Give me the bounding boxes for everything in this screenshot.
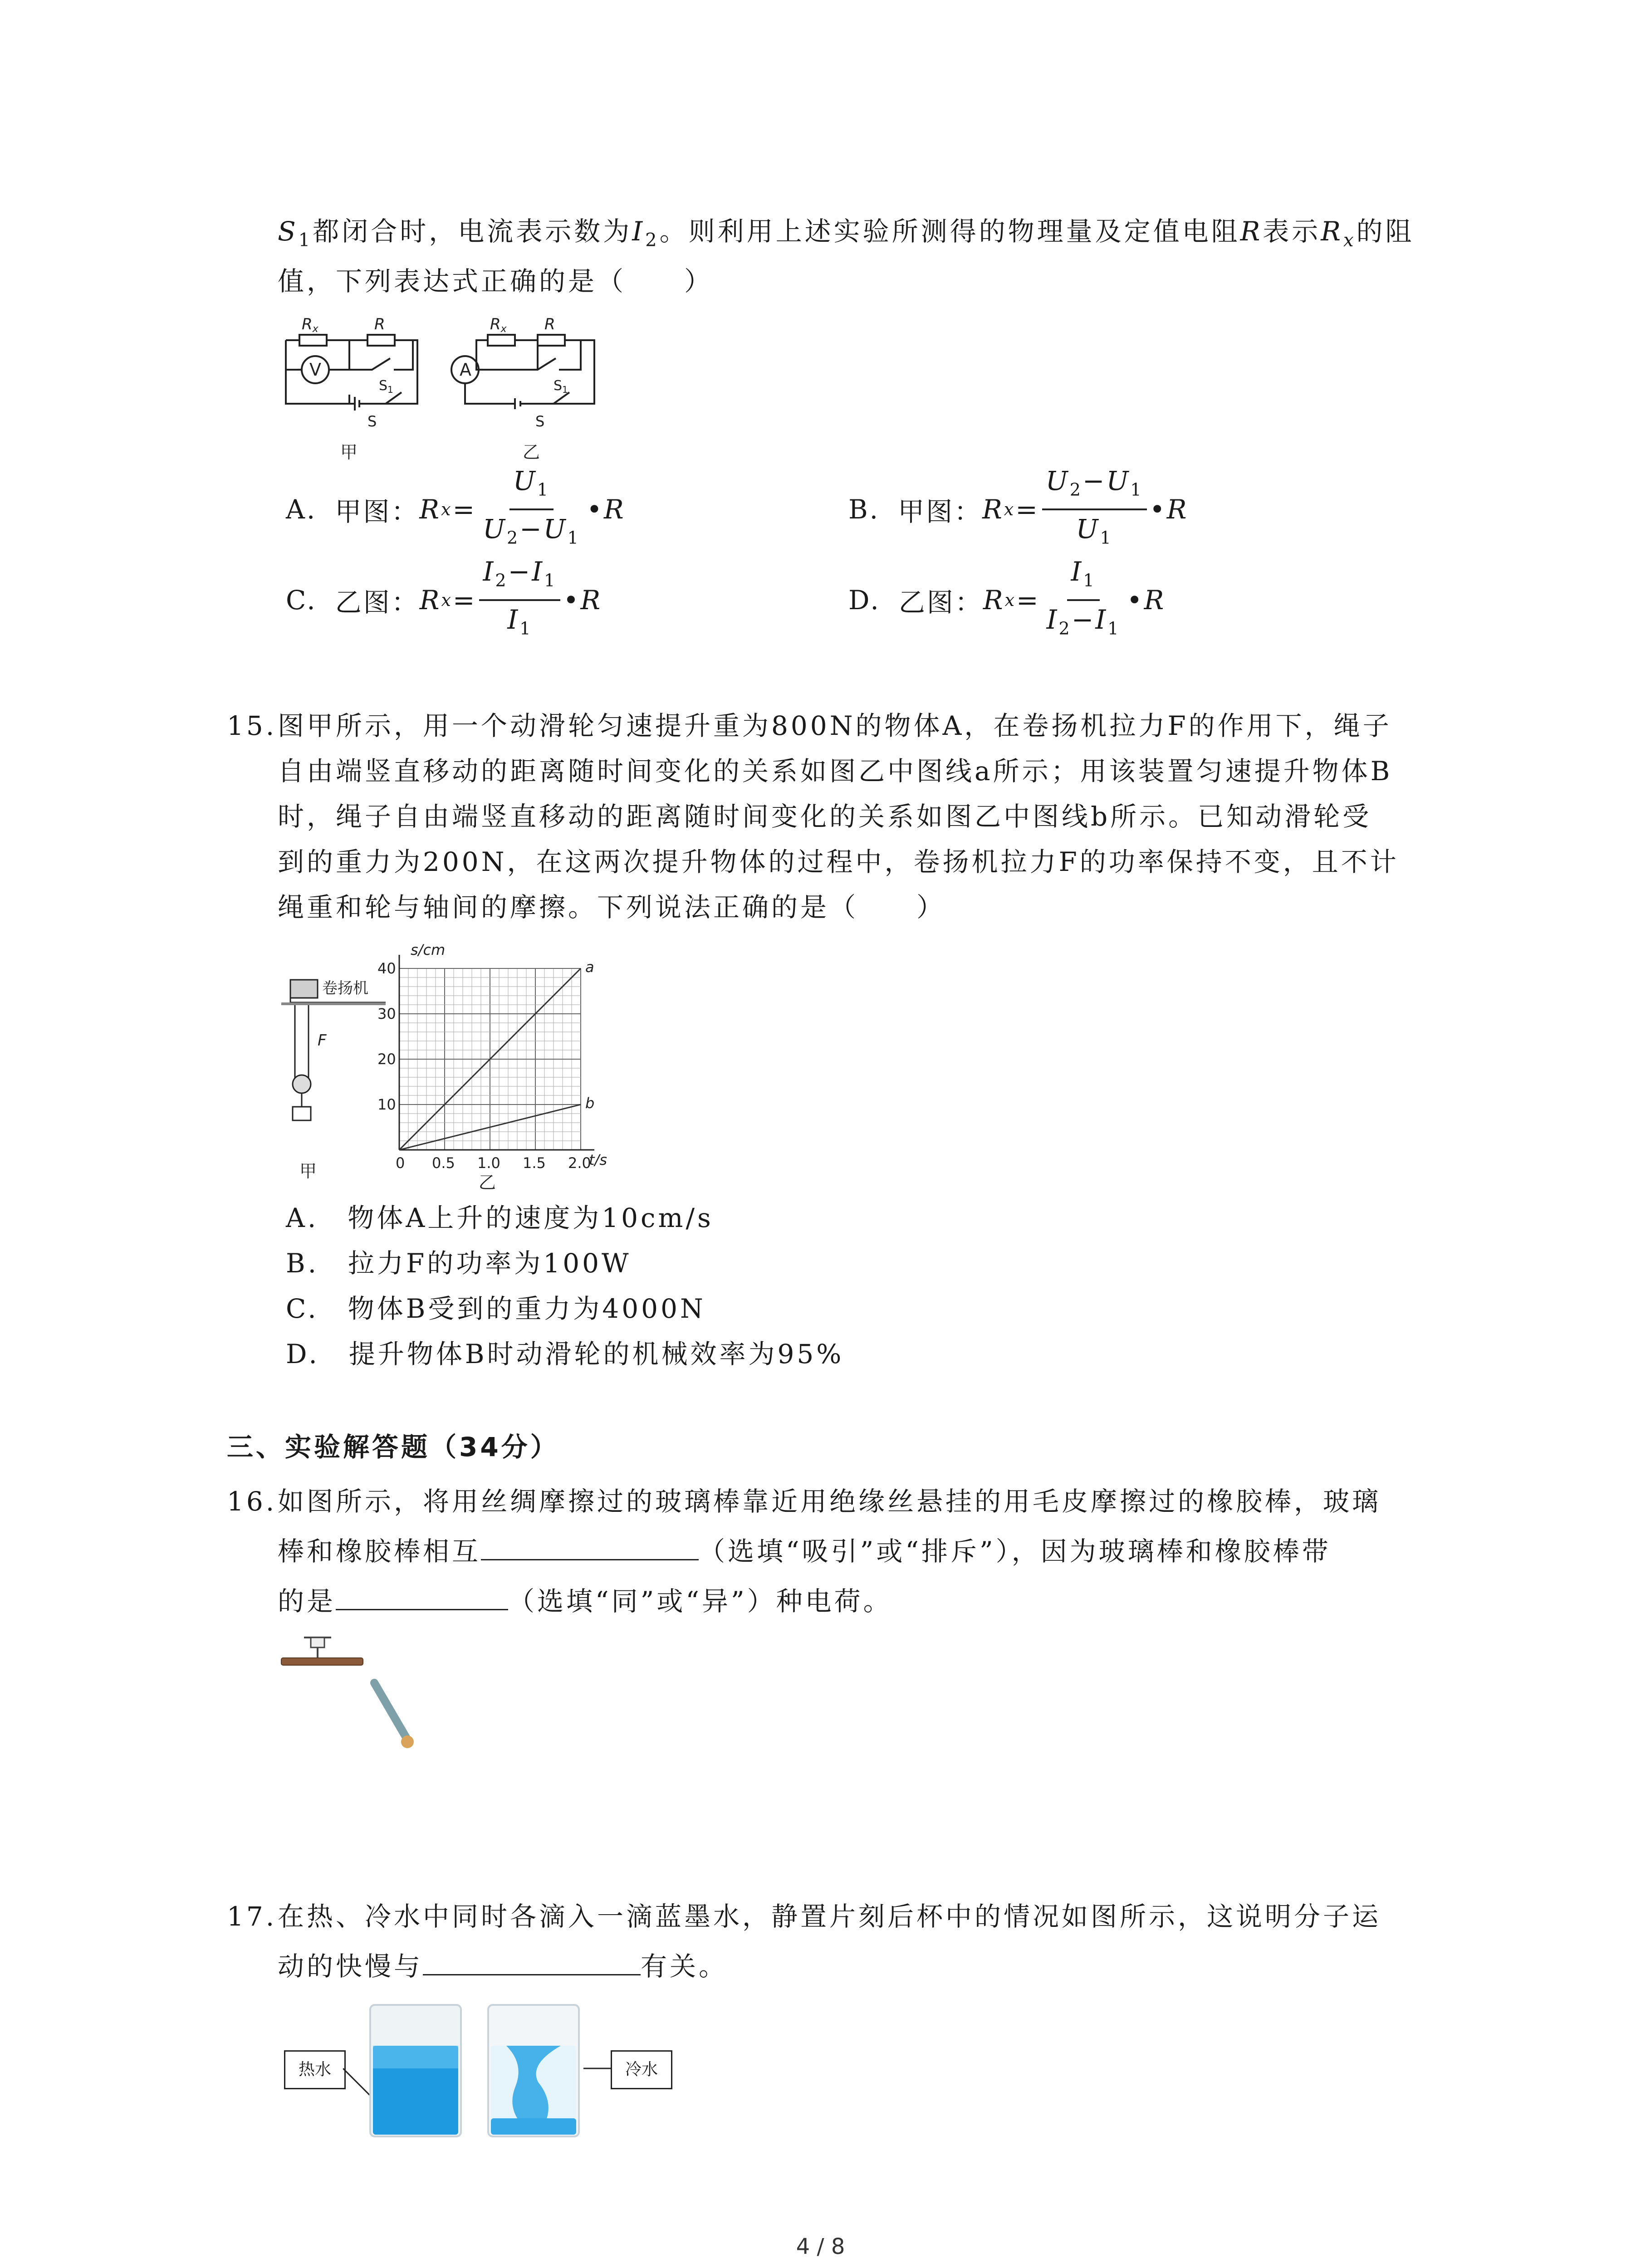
q15-stem-line5: 绳重和轮与轴间的摩擦。下列说法正确的是（ ） bbox=[278, 892, 946, 923]
q15-stem-line1: 图甲所示，用一个动滑轮匀速提升重为800N的物体A，在卷扬机拉力F的作用下，绳子 bbox=[278, 710, 1392, 741]
circuit-yi-caption: 乙 bbox=[523, 442, 540, 462]
q14-option-a[interactable]: A. 甲图： R x = $\frac{U_1}{U_2-U_1}$ • R bbox=[286, 465, 626, 548]
object-block bbox=[293, 1107, 311, 1120]
section3-heading: 三、实验解答题（34分） bbox=[227, 1432, 559, 1462]
circuit-jia-s1-label: $S_1$ bbox=[379, 378, 393, 395]
y-tick-label: 30 bbox=[377, 1005, 396, 1022]
q15-option-a[interactable]: A. 物体A上升的速度为10cm/s bbox=[286, 1202, 714, 1233]
circuit-jia-s-label: S bbox=[367, 413, 377, 430]
x-tick-label: 0 bbox=[396, 1154, 405, 1172]
glass-rod bbox=[374, 1683, 406, 1737]
q16-stem-line2: 棒和橡胶棒相互 （选填“吸引”或“排斥”），因为玻璃棒和橡胶棒带 bbox=[278, 1536, 1331, 1567]
q17-stem-line2: 动的快慢与 有关。 bbox=[278, 1951, 728, 1982]
circuit-jia-diagram bbox=[277, 313, 426, 467]
page-number: 4 / 8 bbox=[796, 2234, 845, 2259]
winch-label: 卷扬机 bbox=[322, 979, 368, 997]
q15-stem-line3: 时，绳子自由端竖直移动的距离随时间变化的关系如图乙中图线b所示。已知动滑轮受 bbox=[278, 801, 1372, 832]
q14-option-b[interactable]: B. 甲图： R x = $\frac{U_2-U_1}{U_1}$ • R bbox=[848, 465, 1189, 548]
circuit-yi-s1-label: $S_1$ bbox=[554, 378, 568, 395]
q15-number: 15. bbox=[227, 710, 277, 741]
circuit-jia-rx-label: Rx bbox=[302, 315, 318, 335]
circuit-yi-meter-a: A bbox=[460, 360, 471, 380]
force-label-f: F bbox=[318, 1031, 327, 1050]
x-tick-label: 0.5 bbox=[432, 1154, 455, 1172]
figure-jia-caption: 甲 bbox=[299, 1161, 317, 1181]
chart-caption: 乙 bbox=[479, 1173, 496, 1193]
q15-distance-time-chart bbox=[372, 943, 626, 1198]
q15-stem-line2: 自由端竖直移动的距离随时间变化的关系如图乙中图线a所示；用该装置匀速提升物体B bbox=[278, 756, 1393, 787]
q17-number: 17. bbox=[227, 1901, 277, 1932]
circuit-yi-r-label: R bbox=[544, 315, 555, 333]
series-label-b: b bbox=[585, 1095, 595, 1112]
x-tick-label: 1.5 bbox=[523, 1154, 546, 1172]
y-tick-label: 20 bbox=[377, 1051, 396, 1068]
q14-option-c[interactable]: C. 乙图： R x = $\frac{I_2-I_1}{I_1}$ • R bbox=[286, 556, 603, 639]
x-tick-label: 2.0 bbox=[568, 1154, 591, 1172]
chart-ylabel: s/cm bbox=[411, 943, 446, 958]
q17-blank[interactable] bbox=[423, 1974, 641, 1975]
pulley-wheel bbox=[293, 1075, 311, 1093]
cold-water-label: 冷水 bbox=[611, 2050, 672, 2089]
circuit-yi-rx-label: Rx bbox=[490, 315, 507, 335]
q14-option-d[interactable]: D. 乙图： R x = $\frac{I_1}{I_2-I_1}$ • R bbox=[848, 556, 1166, 639]
x-tick-label: 1.0 bbox=[477, 1154, 500, 1172]
q16-number: 16. bbox=[227, 1486, 277, 1517]
chart-series bbox=[399, 958, 594, 1150]
q14-stem-line2: 值，下列表达式正确的是（ ） bbox=[278, 266, 714, 297]
silk-cloth bbox=[401, 1735, 414, 1748]
circuit-yi-s-label: S bbox=[535, 413, 545, 430]
circuit-jia-meter-v: V bbox=[309, 360, 321, 380]
q15-option-b[interactable]: B. 拉力F的功率为100W bbox=[286, 1248, 632, 1279]
q16-rods-figure bbox=[277, 1633, 431, 1769]
circuit-yi-diagram bbox=[445, 313, 608, 467]
q14-stem-line1: $S_1$都闭合时，电流表示数为$I_2$。则利用上述实验所测得的物理量及定值电阻R表示$R_x$的阻 bbox=[278, 216, 1415, 251]
circuit-jia-caption: 甲 bbox=[340, 442, 358, 462]
q17-stem-line1: 在热、冷水中同时各滴入一滴蓝墨水，静置片刻后杯中的情况如图所示，这说明分子运 bbox=[278, 1901, 1381, 1932]
q16-blank-2[interactable] bbox=[336, 1609, 508, 1610]
q15-stem-line4: 到的重力为200N，在这两次提升物体的过程中，卷扬机拉力F的功率保持不变，且不计 bbox=[278, 846, 1399, 877]
winch-drum bbox=[290, 980, 318, 998]
rubber-rod bbox=[281, 1658, 363, 1665]
q17-beakers-figure bbox=[343, 1996, 611, 2159]
q15-option-d[interactable]: D. 提升物体B时动滑轮的机械效率为95% bbox=[286, 1339, 844, 1369]
y-tick-label: 10 bbox=[377, 1096, 396, 1113]
chart-xlabel: t/s bbox=[589, 1151, 607, 1168]
q15-option-c[interactable]: C. 物体B受到的重力为4000N bbox=[286, 1293, 706, 1324]
q16-blank-1[interactable] bbox=[481, 1559, 699, 1560]
hot-water-label: 热水 bbox=[284, 2050, 346, 2089]
q16-stem-line3: 的是 （选填“同”或“异”）种电荷。 bbox=[278, 1586, 892, 1617]
circuit-jia-r-label: R bbox=[374, 315, 385, 333]
y-tick-label: 40 bbox=[377, 960, 396, 977]
q16-stem-line1: 如图所示，将用丝绸摩擦过的玻璃棒靠近用绝缘丝悬挂的用毛皮摩擦过的橡胶棒，玻璃 bbox=[278, 1486, 1381, 1517]
series-label-a: a bbox=[585, 958, 594, 976]
